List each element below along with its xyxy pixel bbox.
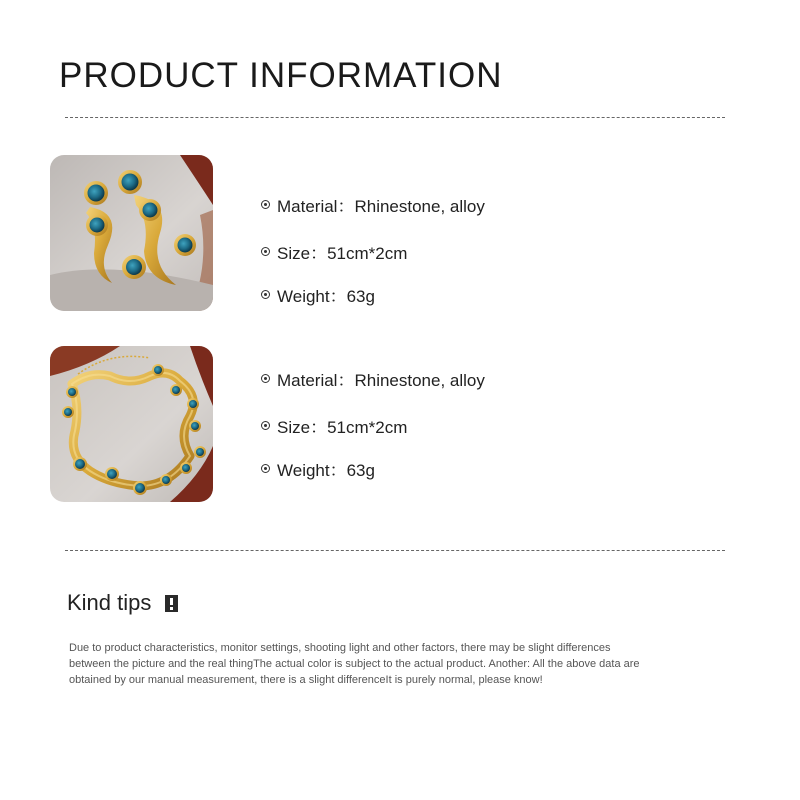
earrings-image (50, 155, 213, 311)
kind-tips-text: Due to product characteristics, monitor settings, shooting light and other factors, there may be slight differences between the picture and the real thingThe actual color is subject to the actual product. Another: All the above data are obtained by our manual measurement, there is a slight differenceIt is purely normal, please know! (69, 642, 640, 686)
necklace-image (50, 346, 213, 502)
spec-weight (261, 456, 375, 481)
bullet-icon (261, 374, 270, 383)
page-title: PRODUCT INFORMATION (59, 56, 503, 95)
spec-material (261, 366, 485, 391)
weight-label: Weight：63g (277, 461, 375, 480)
material-label: Material：Rhinestone, alloy (277, 371, 485, 390)
bullet-icon (261, 247, 270, 256)
bullet-icon (261, 464, 270, 473)
bullet-icon (261, 421, 270, 430)
weight-label: Weight：63g (277, 287, 375, 306)
kind-tips-heading (67, 590, 178, 616)
top-divider (65, 117, 725, 118)
bottom-divider (65, 550, 725, 551)
spec-material (261, 192, 485, 217)
size-label: Size：51cm*2cm (277, 244, 408, 263)
size-label: Size：51cm*2cm (277, 418, 408, 437)
bullet-icon (261, 290, 270, 299)
spec-size (261, 239, 407, 264)
kind-tips-title: Kind tips (67, 590, 152, 615)
material-label: Material：Rhinestone, alloy (277, 197, 485, 216)
bullet-icon (261, 200, 270, 209)
warning-icon (165, 595, 178, 612)
spec-size (261, 413, 407, 438)
spec-weight (261, 282, 375, 307)
